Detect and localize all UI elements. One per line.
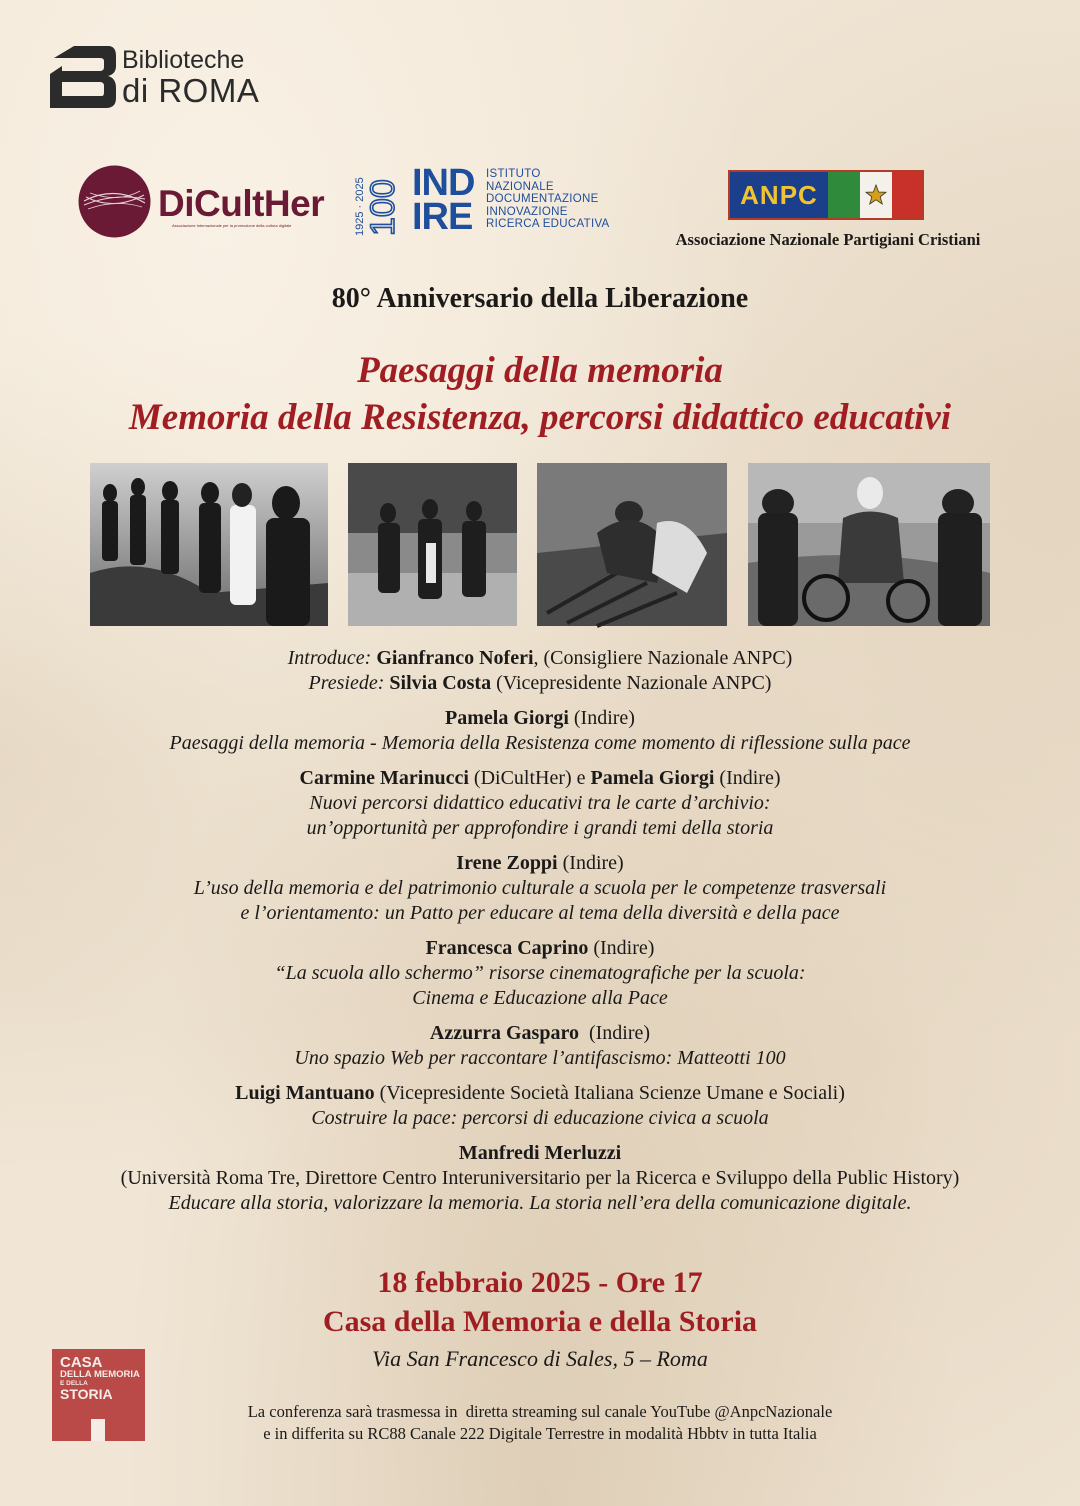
talk-speaker-line <box>0 1081 1080 1106</box>
indire-desc-line: INNOVAZIONE <box>486 205 568 218</box>
biblioteche-wordmark <box>122 46 259 108</box>
talk-item <box>0 851 1080 926</box>
dicultHer-logo <box>78 165 328 241</box>
photo-partisans-with-rifles <box>537 463 727 626</box>
talk-affiliation: (Indire) <box>578 1022 651 1044</box>
talk-speaker-line <box>0 851 1080 876</box>
talk-title: Nuovi percorsi didattico educativi tra le carte d’archivio: <box>309 792 771 814</box>
indire-100-mark <box>364 168 402 238</box>
casa-line1: CASA <box>60 1354 103 1371</box>
event-address: Via San Francesco di Sales, 5 – Roma <box>372 1346 708 1371</box>
introducer-line <box>0 646 1080 671</box>
flag-green-band <box>828 172 860 218</box>
talk-item <box>0 766 1080 841</box>
streaming-line1: La conferenza sarà trasmessa in diretta streaming sul canale YouTube @AnpcNazionale <box>247 1402 833 1421</box>
talk-item <box>0 706 1080 756</box>
chair-name: Silvia Costa <box>389 672 492 694</box>
talk-title: Paesaggi della memoria - Memoria della Resistenza come momento di riflessione sulla pace <box>169 732 911 754</box>
introducer-role: , (Consigliere Nazionale ANPC) <box>533 647 793 669</box>
indire-desc-line: NAZIONALE <box>486 180 554 193</box>
indire-abbreviation <box>412 162 475 238</box>
dicultHer-tagline: Associazione Internazionale per la promozione della cultura digitale <box>172 223 292 228</box>
photo-partisans-marching <box>90 463 328 626</box>
indire-logo <box>352 164 622 242</box>
talk-affiliation: (Indire) <box>557 852 624 874</box>
anpc-full-name: Associazione Nazionale Partigiani Cristiani <box>675 230 981 249</box>
talk-item <box>0 1141 1080 1216</box>
introducer-name: Gianfranco Noferi <box>376 647 534 669</box>
talk-title: “La scuola allo schermo” risorse cinematografiche per la scuola: <box>274 962 806 984</box>
talk-speaker: Luigi Mantuano <box>235 1082 375 1104</box>
talk-title: Costruire la pace: percorsi di educazione civica a scuola <box>311 1107 769 1129</box>
biblioteche-di-roma-logo <box>48 44 308 114</box>
biblioteche-line2: di ROMA <box>122 72 260 109</box>
program-intro <box>0 646 1080 696</box>
anpc-logo <box>728 170 924 220</box>
talk-speaker-line <box>0 706 1080 731</box>
program <box>0 646 1080 1226</box>
casa-wordmark <box>60 1355 140 1401</box>
talk-speaker: Azzurra Gasparo <box>429 1022 579 1044</box>
flag-red-band <box>892 172 922 218</box>
talk-title: L’uso della memoria e del patrimonio culturale a scuola per le competenze trasversali <box>193 877 887 899</box>
talk-title: Educare alla storia, valorizzare la memoria. La storia nell’era della comunicazione digitale. <box>168 1192 912 1214</box>
talk-title: Uno spazio Web per raccontare l’antifascismo: Matteotti 100 <box>294 1047 786 1069</box>
talk-item <box>0 1021 1080 1071</box>
talk-speaker: Carmine Marinucci <box>299 767 469 789</box>
flag-white-band <box>860 172 892 218</box>
talk-affiliation: (DiCultHer) e <box>468 767 591 789</box>
photo-woman-with-bicycle <box>748 463 990 626</box>
chair-role: (Vicepresidente Nazionale ANPC) <box>491 672 772 694</box>
talk-speaker-line <box>0 936 1080 961</box>
event-date-time: 18 febbraio 2025 - Ore 17 <box>377 1266 703 1299</box>
casa-line2: DELLA MEMORIA <box>60 1369 140 1380</box>
talk-speaker: Francesca Caprino <box>425 937 589 959</box>
introducer-label: Introduce: <box>287 647 372 669</box>
streaming-line2: e in differita su RC88 Canale 222 Digitale Terrestre in modalità Hbbtv in tutta Italia <box>263 1424 817 1443</box>
indire-abbr-top: IND <box>412 162 475 204</box>
dicultHer-globe-icon <box>78 165 151 238</box>
talk-speaker-line <box>0 1021 1080 1046</box>
biblioteche-line1: Biblioteche <box>122 46 245 74</box>
talk-item <box>0 936 1080 1011</box>
talk-affiliation: (Indire) <box>568 707 635 729</box>
talk-speaker: Irene Zoppi <box>456 852 558 874</box>
talk-speaker: Pamela Giorgi <box>590 767 715 789</box>
talk-title: Cinema e Educazione alla Pace <box>412 987 668 1009</box>
svg-text:100: 100 <box>364 179 402 236</box>
streaming-note <box>0 1401 1080 1445</box>
svg-text:1925 · 2025: 1925 · 2025 <box>354 177 366 236</box>
dicultHer-name: DiCultHer <box>158 183 325 224</box>
photo-partisan-women <box>348 463 517 626</box>
indire-abbr-bottom: IRE <box>412 196 473 238</box>
indire-desc-line: DOCUMENTAZIONE <box>486 193 599 206</box>
biblioteche-b-icon <box>48 44 118 110</box>
chair-line <box>0 671 1080 696</box>
talk-item <box>0 1081 1080 1131</box>
star-icon <box>865 184 887 206</box>
indire-full-name <box>486 168 610 231</box>
talk-affiliation: (Indire) <box>588 937 655 959</box>
indire-desc-line: RICERCA EDUCATIVA <box>486 218 610 231</box>
talk-affiliation: (Vicepresidente Società Italiana Scienze Umane e Sociali) <box>374 1082 845 1104</box>
casa-line4: STORIA <box>60 1386 113 1402</box>
talk-speaker: Manfredi Merluzzi <box>458 1142 622 1164</box>
chair-label: Presiede: <box>308 672 385 694</box>
casa-line3: E DELLA <box>60 1380 88 1387</box>
talk-affiliation: (Università Roma Tre, Direttore Centro Interuniversitario per la Ricerca e Sviluppo della Public History) <box>120 1167 960 1189</box>
indire-desc-line: ISTITUTO <box>486 168 541 180</box>
talk-title: e l’orientamento: un Patto per educare al tema della diversità e della pace <box>240 902 840 924</box>
talk-affiliation: (Indire) <box>714 767 781 789</box>
talk-title: un’opportunità per approfondire i grandi temi della storia <box>306 817 774 839</box>
anpc-abbr: ANPC <box>730 172 828 218</box>
event-venue: Casa della Memoria e della Storia <box>322 1305 758 1338</box>
event-subtitle: Memoria della Resistenza, percorsi didattico educativi <box>128 397 952 438</box>
talk-speaker: Pamela Giorgi <box>445 707 569 729</box>
anniversary-heading: 80° Anniversario della Liberazione <box>331 283 749 314</box>
talk-speaker-line <box>0 766 1080 791</box>
event-title: Paesaggi della memoria <box>357 350 723 391</box>
